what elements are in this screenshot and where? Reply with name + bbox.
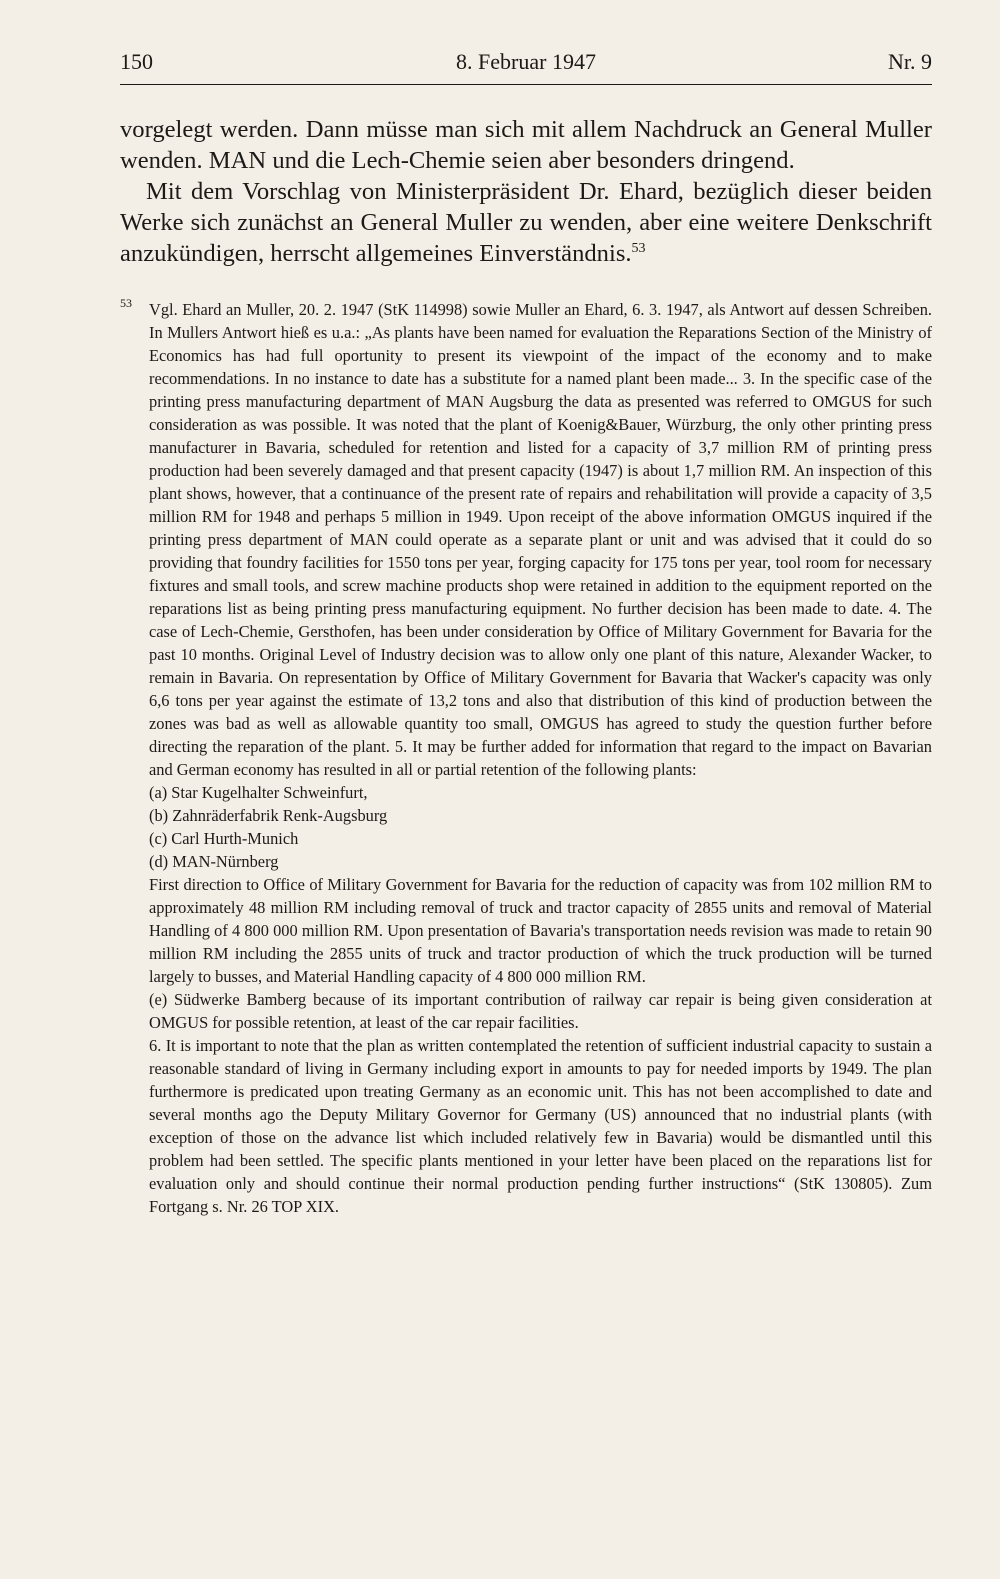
footnote — [120, 298, 932, 1218]
body-paragraph-text: vorgelegt werden. Dann müsse man sich mit allem Nachdruck an General Muller wenden. MAN und die Lech-Chemie seien aber besonders dringend. — [120, 116, 932, 174]
plant-list-item: (c) Carl Hurth-Munich — [149, 829, 299, 848]
plant-list-item: (a) Star Kugelhalter Schweinfurt, — [149, 783, 368, 802]
body-paragraph — [120, 114, 932, 176]
footnote-body — [149, 298, 932, 1218]
footnote-text: 6. It is important to note that the plan as written contemplated the retention of sufficient industrial capacity to sustain a reasonable standard of living in Germany including export in amounts to pay for needed imports by 1949. The plan furthermore is predicated upon treating Germany as an economic unit. This has not been accomplished to date and several months ago the Deputy Military Governor for Germany (US) announced that no industrial plants (with exception of those on the advance list which included relatively few in Bavaria) would be dismantled until this problem had been settled. The specific plants mentioned in your letter have been placed on the reparations list for evaluation only and should continue their normal production pending further instructions“ (StK 130805). Zum Fortgang s. Nr. 26 TOP XIX. — [149, 1036, 932, 1216]
plant-list-item: (b) Zahnräderfabrik Renk-Augsburg — [149, 806, 388, 825]
body-paragraph — [120, 176, 932, 269]
footnote-reference: 53 — [631, 240, 646, 256]
running-header — [120, 44, 932, 85]
running-header-date: 8. Februar 1947 — [456, 49, 596, 74]
footnote-text: (e) Südwerke Bamberg because of its important contribution of railway car repair is being given consideration at OMGUS for possible retention, at least of the car repair facilities. — [149, 990, 932, 1032]
footnote-text: Vgl. Ehard an Muller, 20. 2. 1947 (StK 114998) sowie Muller an Ehard, 6. 3. 1947, als Antwort auf dessen Schreiben. In Mullers Antwort hieß es u.a.: „As plants have been named for evaluation the Reparations Section of the Ministry of Economics has had full oportunity to present its viewpoint of the impact of the economy and to make recommendations. In no instance to date has a substitute for a named plant been made... 3. In the specific case of the printing press manufacturing department of MAN Augsburg the data as presented was referred to OMGUS for such consideration as was possible. It was noted that the plant of Koenig&Bauer, Würzburg, the only other printing press manufacturer in Bavaria, scheduled for retention and listed for a capacity of 3,7 million RM of printing press production had been severely damaged and that present capacity (1947) is about 1,7 million RM. An inspection of this plant shows, however, that a continuance of the present rate of repairs and rehabilitation will provide a capacity of 3,5 million RM for 1948 and perhaps 5 million in 1949. Upon receipt of the above information OMGUS inquired if the printing press department of MAN could operate as a separate plant or unit and was advised that it could do so providing that foundry facilities for 1550 tons per year, forging capacity for 175 tons per year, tool room for necessary fixtures and small tools, and screw machine products shop were retained in addition to the equipment reported on the reparations list as being printing press manufacturing equipment. No further decision has been made to date. 4. The case of Lech-Chemie, Gersthofen, has been under consideration by Office of Military Government for Bavaria for the past 10 months. Original Level of Industry decision was to allow only one plant of this nature, Alexander Wacker, to remain in Bavaria. On representation by Office of Military Government for Bavaria that Wacker's capacity was only 6,6 tons per year against the estimate of 13,2 tons and also that distribution of this kind of production between the zones was bad as well as allowable quantity too small, OMGUS has agreed to study the question further before directing the reparation of the plant. 5. It may be further added for information that regard to the impact on Bavarian and German economy has resulted in all or partial retention of the following plants: — [149, 300, 932, 779]
footnote-text: First direction to Office of Military Government for Bavaria for the reduction of capacity was from 102 million RM to approximately 48 million RM including removal of truck and tractor capacity of 2855 units and removal of Material Handling of 4 800 000 million RM. Upon presentation of Bavaria's transportation needs revision was made to retain 90 million RM including the 2855 units of truck and tractor production of which the truck production will be turned largely to busses, and Material Handling capacity of 4 800 000 million RM. — [149, 875, 932, 986]
page-number: 150 — [120, 49, 153, 74]
issue-number: Nr. 9 — [888, 49, 932, 74]
footnote-number: 53 — [120, 296, 132, 310]
main-text — [120, 114, 932, 269]
body-paragraph-text: Mit dem Vorschlag von Ministerpräsident Dr. Ehard, bezüglich dieser beiden Werke sich zunächst an General Muller zu wenden, aber eine weitere Denkschrift anzukündigen, herrscht allgemeines Einverständnis. — [120, 178, 932, 267]
plant-list-item: (d) MAN-Nürnberg — [149, 852, 279, 871]
